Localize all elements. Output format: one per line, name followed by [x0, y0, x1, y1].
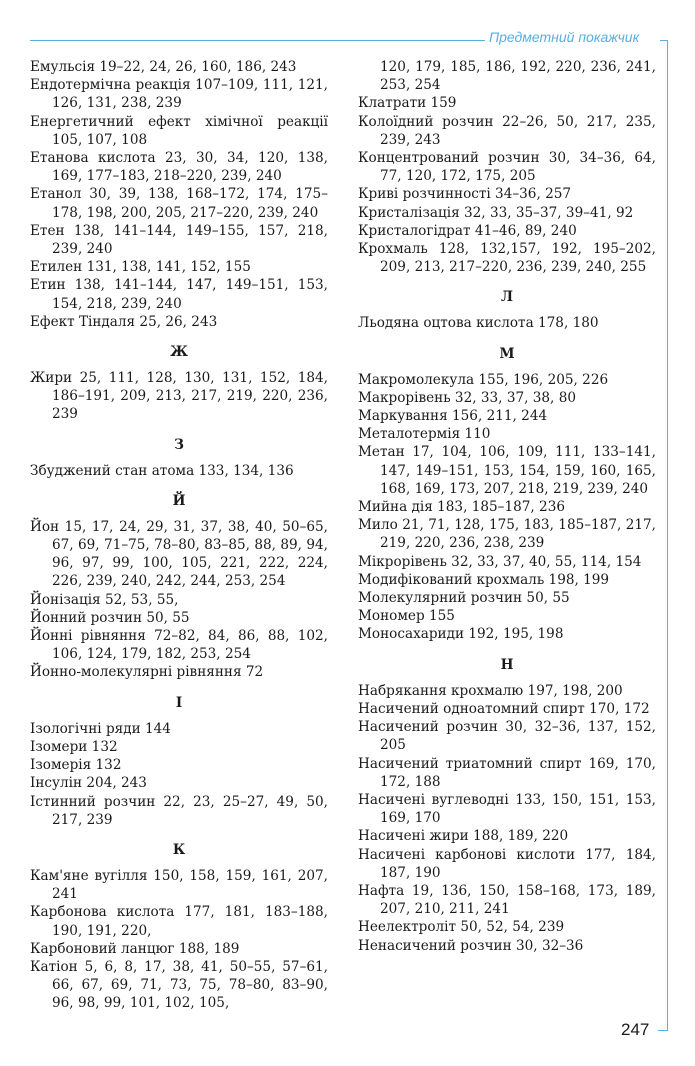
index-entry: Насичені карбонові кислоти 177, 184, 187, 190	[358, 846, 656, 881]
index-entry: Клатрати 159	[358, 95, 457, 112]
index-entry: Етен 138, 141–144, 149–155, 157, 218, 239, 240	[30, 222, 328, 258]
page-number: 247	[621, 1020, 650, 1039]
index-entry: Збуджений стан атома 133, 134, 136	[30, 462, 294, 479]
index-column-left	[30, 58, 328, 1013]
index-entry: Нафта 19, 136, 150, 158–168, 173, 189, 207, 210, 211, 241	[358, 882, 656, 918]
index-entry: Насичений триатомний спирт 169, 170, 172, 188	[358, 755, 656, 790]
index-entry: Насичені жири 188, 189, 220	[358, 828, 569, 845]
index-entry: Істинний розчин 22, 23, 25–27, 49, 50, 217, 239	[30, 793, 328, 828]
index-entry: Неелектроліт 50, 52, 54, 239	[358, 919, 565, 936]
index-entry: Ізомерія 132	[30, 757, 122, 774]
index-entry: Модифікований крохмаль 198, 199	[358, 571, 610, 588]
index-entry: Етилен 131, 138, 141, 152, 155	[30, 259, 251, 276]
page-header-title: Предметний покажчик	[489, 29, 640, 45]
index-entry: Колоїдний розчин 22–26, 50, 217, 235, 239, 243	[358, 113, 656, 148]
index-entry: Катіон 5, 6, 8, 17, 38, 41, 50–55, 57–61, 66, 67, 69, 71, 73, 75, 78–80, 83–90, 96, 98, 99, 101, 102, 105,	[30, 958, 328, 1012]
index-entry: Насичений розчин 30, 32–36, 137, 152, 205	[358, 719, 656, 754]
index-entry: Молекулярний розчин 50, 55	[358, 590, 570, 607]
index-letter-heading: К	[172, 841, 186, 858]
index-entry: Жири 25, 111, 128, 130, 131, 152, 184, 186–191, 209, 213, 217, 219, 220, 236, 239	[30, 370, 328, 423]
index-entry: Йонно-молекулярні рівняння 72	[30, 664, 264, 681]
header-rule	[30, 40, 485, 41]
index-entry: Мийна дія 183, 185–187, 236	[358, 499, 566, 516]
index-entry: Концентрований розчин 30, 34–36, 64, 77, 120, 172, 175, 205	[358, 150, 656, 185]
index-entry: Етин 138, 141–144, 147, 149–151, 153, 154, 218, 239, 240	[30, 277, 328, 312]
index-entry: Мило 21, 71, 128, 175, 183, 185–187, 217, 219, 220, 236, 238, 239	[358, 517, 656, 552]
index-entry: Енергетичний ефект хімічної реакції 105, 107, 108	[30, 113, 328, 148]
index-entry: Кристалогідрат 41–46, 89, 240	[358, 222, 577, 239]
index-entry: Ізологічні ряди 144	[30, 720, 171, 737]
index-entry: Етанол 30, 39, 138, 168–172, 174, 175–178, 198, 200, 205, 217–220, 239, 240	[30, 186, 328, 221]
index-entry: Макромолекула 155, 196, 205, 226	[358, 371, 609, 388]
index-entry: Карбонова кислота 177, 181, 183–188, 190, 191, 220,	[30, 904, 328, 939]
index-letter-heading: М	[499, 345, 515, 362]
index-entry: Насичені вуглеводні 133, 150, 151, 153, 169, 170	[358, 791, 656, 827]
index-entry: Ізомери 132	[30, 738, 118, 755]
index-entry: Макрорівень 32, 33, 37, 38, 80	[358, 389, 576, 406]
index-entry: Етанова кислота 23, 30, 34, 120, 138, 169, 177–183, 218–220, 239, 240	[30, 150, 328, 185]
index-entry: Йонні рівняння 72–82, 84, 86, 88, 102, 106, 124, 179, 182, 253, 254	[30, 628, 328, 663]
index-entry: Маркування 156, 211, 244	[358, 408, 548, 425]
index-entry: Ненасичений розчин 30, 32–36	[358, 937, 584, 954]
index-letter-heading: Н	[500, 656, 514, 673]
index-letter-heading: І	[175, 694, 183, 711]
index-letter-heading: Л	[500, 289, 514, 306]
footer-tick	[658, 1030, 668, 1031]
index-entry: Металотермія 110	[358, 426, 491, 443]
index-entry: Йонний розчин 50, 55	[30, 609, 190, 626]
index-entry: Кристалізація 32, 33, 35–37, 39–41, 92	[358, 204, 634, 221]
index-letter-heading: З	[174, 436, 184, 453]
index-entry: Карбоновий ланцюг 188, 189	[30, 940, 240, 957]
index-entry: Ефект Тіндаля 25, 26, 243	[30, 313, 218, 330]
index-entry: Набрякання крохмалю 197, 198, 200	[358, 682, 623, 699]
index-letter-heading: Ж	[170, 344, 188, 361]
index-entry: Крохмаль 128, 132,157, 192, 195–202, 209, 213, 217–220, 236, 239, 240, 255	[358, 241, 656, 276]
index-entry: Моносахариди 192, 195, 198	[358, 626, 564, 643]
index-entry: Криві розчинності 34–36, 257	[358, 186, 572, 203]
index-entry: Ендотермічна реакція 107–109, 111, 121, 126, 131, 238, 239	[30, 77, 328, 112]
index-entry: Йонізація 52, 53, 55,	[30, 591, 179, 608]
index-entry: Насичений одноатомний спирт 170, 172	[358, 700, 650, 717]
index-entry: Мікрорівень 32, 33, 37, 40, 55, 114, 154	[358, 553, 642, 570]
index-entry-continuation: 120, 179, 185, 186, 192, 220, 236, 241, 253, 254	[380, 59, 656, 94]
index-entry: Льодяна оцтова кислота 178, 180	[358, 315, 599, 332]
index-letter-heading: Й	[172, 492, 186, 509]
index-entry: Кам'яне вугілля 150, 158, 159, 161, 207, 241	[30, 867, 328, 903]
index-entry: Йон 15, 17, 24, 29, 31, 37, 38, 40, 50–65, 67, 69, 71–75, 78–80, 83–85, 88, 89, 94, 96, 97, 99, 100, 105, 221, 222, 224, 226, 239, 240, 242, 244, 253, 254	[30, 518, 328, 590]
index-entry: Інсулін 204, 243	[30, 775, 147, 792]
index-entry: Метан 17, 104, 106, 109, 111, 133–141, 147, 149–151, 153, 154, 159, 160, 165, 168, 169, 173, 207, 218, 219, 239, 240	[358, 444, 656, 497]
margin-rule	[667, 40, 668, 1030]
index-entry: Емульсія 19–22, 24, 26, 160, 186, 243	[30, 59, 297, 75]
index-column-right	[358, 58, 656, 955]
index-entry: Мономер 155	[358, 608, 455, 625]
